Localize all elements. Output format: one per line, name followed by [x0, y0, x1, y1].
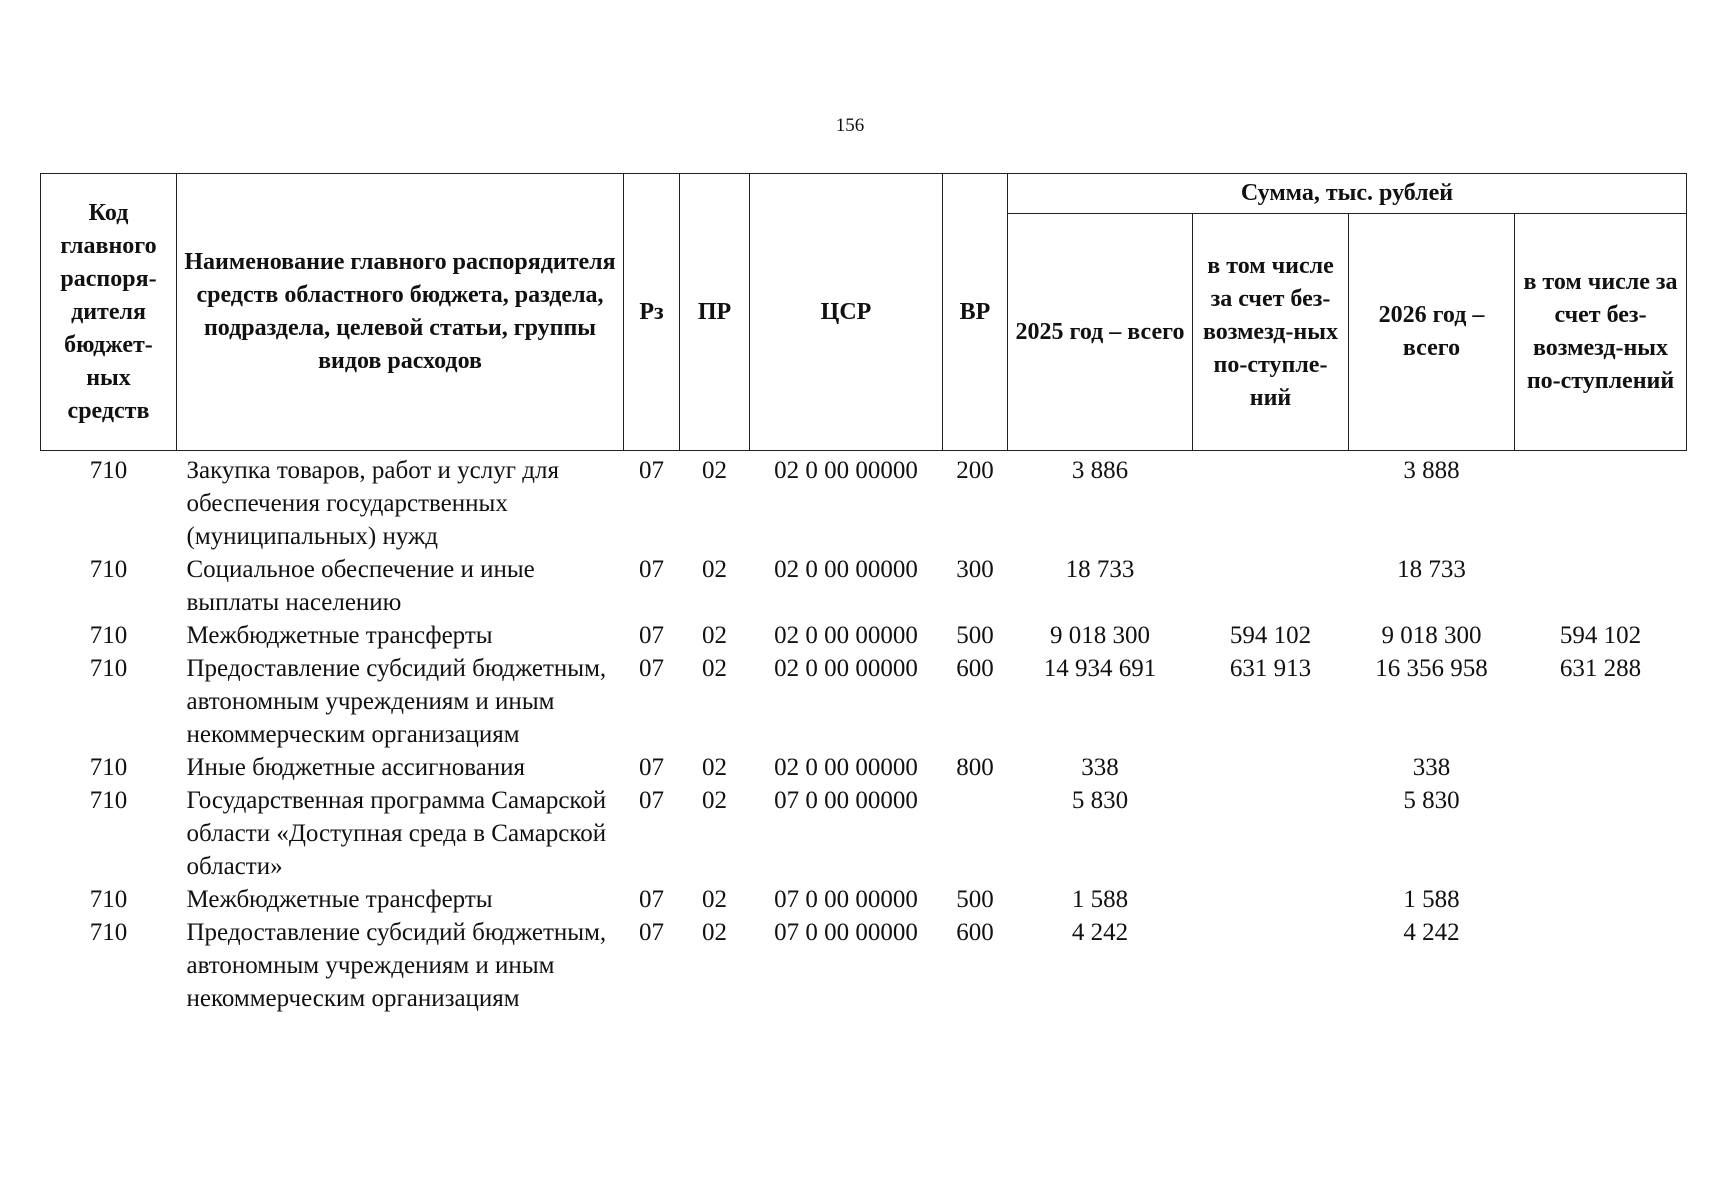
header-vr: ВР	[943, 174, 1008, 451]
cell-code: 710	[89, 457, 128, 484]
cell-2026-total: 18 733	[1397, 556, 1466, 583]
cell-csr: 02 0 00 00000	[774, 622, 918, 649]
cell-rz: 07	[639, 556, 664, 583]
cell-vr: 200	[956, 457, 994, 484]
cell-2025-free	[1193, 883, 1349, 916]
cell-rz: 07	[639, 655, 664, 682]
cell-pr: 02	[702, 787, 727, 814]
table-row	[41, 883, 1687, 916]
cell-rz: 07	[639, 457, 664, 484]
cell-2026-free	[1515, 553, 1687, 619]
cell-2025-free	[1193, 784, 1349, 883]
cell-2025-free: 631 913	[1229, 655, 1312, 682]
cell-2025-total: 338	[1081, 754, 1119, 781]
cell-2025-free	[1193, 916, 1349, 1015]
cell-2025-free: 594 102	[1229, 622, 1312, 649]
cell-name: Межбюджетные трансферты	[186, 622, 493, 649]
header-name: Наименование главного распорядителя средств областного бюджета, раздела, подраздела, целевой статьи, группы видов расходов	[177, 174, 624, 451]
cell-pr: 02	[702, 655, 727, 682]
header-2026-free: в том числе за счет без-возмезд-ных по-ступлений	[1515, 214, 1687, 451]
cell-vr: 600	[956, 919, 994, 946]
cell-2026-total: 16 356 958	[1375, 655, 1488, 682]
cell-2026-free	[1515, 751, 1687, 784]
table-row	[41, 916, 1687, 1015]
cell-2026-free	[1515, 451, 1687, 554]
cell-2025-free	[1193, 553, 1349, 619]
cell-vr: 500	[956, 886, 994, 913]
table-row	[41, 652, 1687, 751]
page-number: 156	[835, 115, 865, 136]
cell-name: Предоставление субсидий бюджетным, автономным учреждениям и иным некоммерческим организациям	[186, 655, 607, 748]
header-sum: Сумма, тыс. рублей	[1008, 174, 1687, 214]
cell-2026-total: 3 888	[1403, 457, 1460, 484]
cell-2025-total: 1 588	[1071, 886, 1129, 913]
cell-name: Иные бюджетные ассигнования	[186, 754, 526, 781]
header-2025-free: в том числе за счет без-возмезд-ных по-ступле-ний	[1193, 214, 1349, 451]
cell-name: Закупка товаров, работ и услуг для обеспечения государственных (муниципальных) нужд	[186, 457, 559, 550]
cell-name: Государственная программа Самарской области «Доступная среда в Самарской области»	[186, 787, 607, 880]
cell-2026-free	[1515, 883, 1687, 916]
cell-name: Межбюджетные трансферты	[186, 886, 493, 913]
cell-code: 710	[89, 655, 128, 682]
header-pr: ПР	[680, 174, 750, 451]
cell-rz: 07	[639, 754, 664, 781]
cell-code: 710	[89, 886, 128, 913]
cell-vr: 500	[956, 622, 994, 649]
table-row	[41, 619, 1687, 652]
cell-csr: 02 0 00 00000	[774, 655, 918, 682]
header-2026-total: 2026 год – всего	[1349, 214, 1515, 451]
table-body	[41, 451, 1687, 1016]
cell-2026-total: 5 830	[1403, 787, 1460, 814]
header-code: Код главного распоря-дителя бюджет-ных средств	[41, 174, 177, 451]
cell-name: Социальное обеспечение и иные выплаты населению	[186, 556, 535, 616]
cell-2026-free: 594 102	[1559, 622, 1642, 649]
cell-pr: 02	[702, 919, 727, 946]
cell-2025-total: 4 242	[1071, 919, 1129, 946]
cell-code: 710	[89, 919, 128, 946]
cell-rz: 07	[639, 787, 664, 814]
cell-2025-total: 18 733	[1065, 556, 1135, 583]
cell-2025-free	[1193, 751, 1349, 784]
cell-2025-total: 14 934 691	[1043, 655, 1157, 682]
cell-2026-free: 631 288	[1559, 655, 1642, 682]
cell-2025-total: 9 018 300	[1050, 622, 1150, 649]
cell-rz: 07	[639, 622, 664, 649]
cell-csr: 07 0 00 00000	[774, 919, 918, 946]
cell-code: 710	[89, 622, 128, 649]
cell-pr: 02	[702, 754, 727, 781]
cell-2026-total: 1 588	[1403, 886, 1460, 913]
header-rz: Рз	[624, 174, 680, 451]
header-2025-total: 2025 год – всего	[1008, 214, 1193, 451]
cell-vr: 600	[956, 655, 994, 682]
cell-2025-free	[1193, 451, 1349, 554]
cell-rz: 07	[639, 919, 664, 946]
cell-pr: 02	[702, 622, 727, 649]
table-header	[41, 174, 1687, 451]
cell-2026-total: 338	[1412, 754, 1451, 781]
cell-name: Предоставление субсидий бюджетным, автономным учреждениям и иным некоммерческим организациям	[186, 919, 607, 1012]
table-row	[41, 751, 1687, 784]
cell-2026-total: 4 242	[1403, 919, 1460, 946]
cell-csr: 07 0 00 00000	[774, 886, 918, 913]
cell-csr: 07 0 00 00000	[774, 787, 918, 814]
cell-code: 710	[89, 754, 128, 781]
cell-2026-total: 9 018 300	[1381, 622, 1482, 649]
header-csr: ЦСР	[750, 174, 943, 451]
cell-pr: 02	[702, 457, 727, 484]
table-row	[41, 451, 1687, 554]
cell-csr: 02 0 00 00000	[774, 457, 918, 484]
cell-vr	[943, 784, 1008, 883]
cell-pr: 02	[702, 556, 727, 583]
cell-2026-free	[1515, 784, 1687, 883]
cell-vr: 800	[956, 754, 994, 781]
table-row	[41, 784, 1687, 883]
table-row	[41, 553, 1687, 619]
cell-csr: 02 0 00 00000	[774, 556, 918, 583]
cell-2025-total: 5 830	[1071, 787, 1129, 814]
budget-table	[40, 173, 1687, 1015]
cell-csr: 02 0 00 00000	[774, 754, 918, 781]
cell-rz: 07	[639, 886, 664, 913]
cell-2025-total: 3 886	[1071, 457, 1129, 484]
cell-vr: 300	[956, 556, 994, 583]
cell-pr: 02	[702, 886, 727, 913]
cell-code: 710	[89, 787, 128, 814]
cell-code: 710	[89, 556, 128, 583]
cell-2026-free	[1515, 916, 1687, 1015]
